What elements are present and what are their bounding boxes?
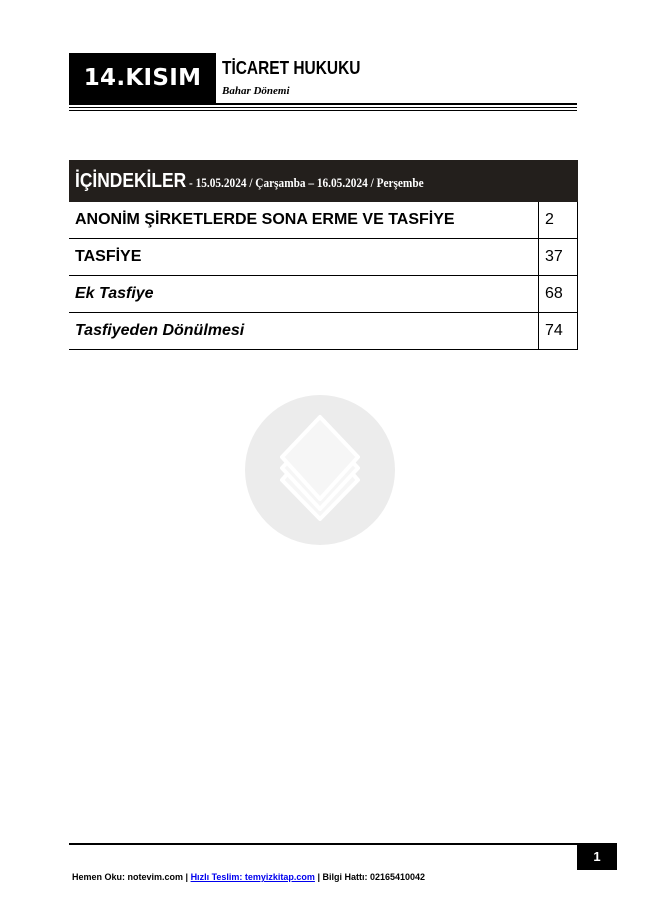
section-label: 14.KISIM (69, 53, 216, 103)
footer-links (72, 872, 425, 882)
toc-entry-page: 74 (539, 313, 578, 350)
header-rule-mid (69, 107, 577, 108)
toc-entry-label[interactable]: ANONİM ŞİRKETLERDE SONA ERME VE TASFİYE (69, 202, 539, 239)
footer-separator: | (314, 872, 323, 882)
header-rule-thin (69, 110, 577, 111)
table-of-contents (69, 160, 578, 350)
header-rule-thick (69, 103, 577, 105)
toc-entry[interactable] (69, 202, 578, 239)
toc-entry-label[interactable]: TASFİYE (69, 239, 539, 276)
page-number: 1 (577, 843, 617, 870)
document-subtitle: Bahar Dönemi (222, 85, 290, 97)
toc-entry-page: 2 (539, 202, 578, 239)
document-title: TİCARET HUKUKU (222, 58, 361, 78)
toc-entry-label[interactable]: Tasfiyeden Dönülmesi (69, 313, 539, 350)
toc-header (69, 160, 578, 202)
footer-rule (69, 843, 577, 845)
footer-hotline: Bilgi Hattı: 02165410042 (322, 872, 426, 882)
toc-heading: İÇİNDEKİLER (75, 169, 187, 192)
toc-entry-page: 37 (539, 239, 578, 276)
layers-watermark-icon (245, 395, 395, 545)
toc-entry[interactable] (69, 239, 578, 276)
footer-read-link[interactable]: Hemen Oku: notevim.com (72, 872, 184, 882)
toc-entry[interactable] (69, 276, 578, 313)
toc-entry-page: 68 (539, 276, 578, 313)
toc-entry[interactable] (69, 313, 578, 350)
footer-separator: | (183, 872, 191, 882)
toc-entry-label[interactable]: Ek Tasfiye (69, 276, 539, 313)
footer-delivery-link[interactable]: Hızlı Teslim: temyizkitap.com (190, 872, 315, 882)
toc-dates: - 15.05.2024 / Çarşamba – 16.05.2024 / Perşembe (186, 174, 424, 190)
